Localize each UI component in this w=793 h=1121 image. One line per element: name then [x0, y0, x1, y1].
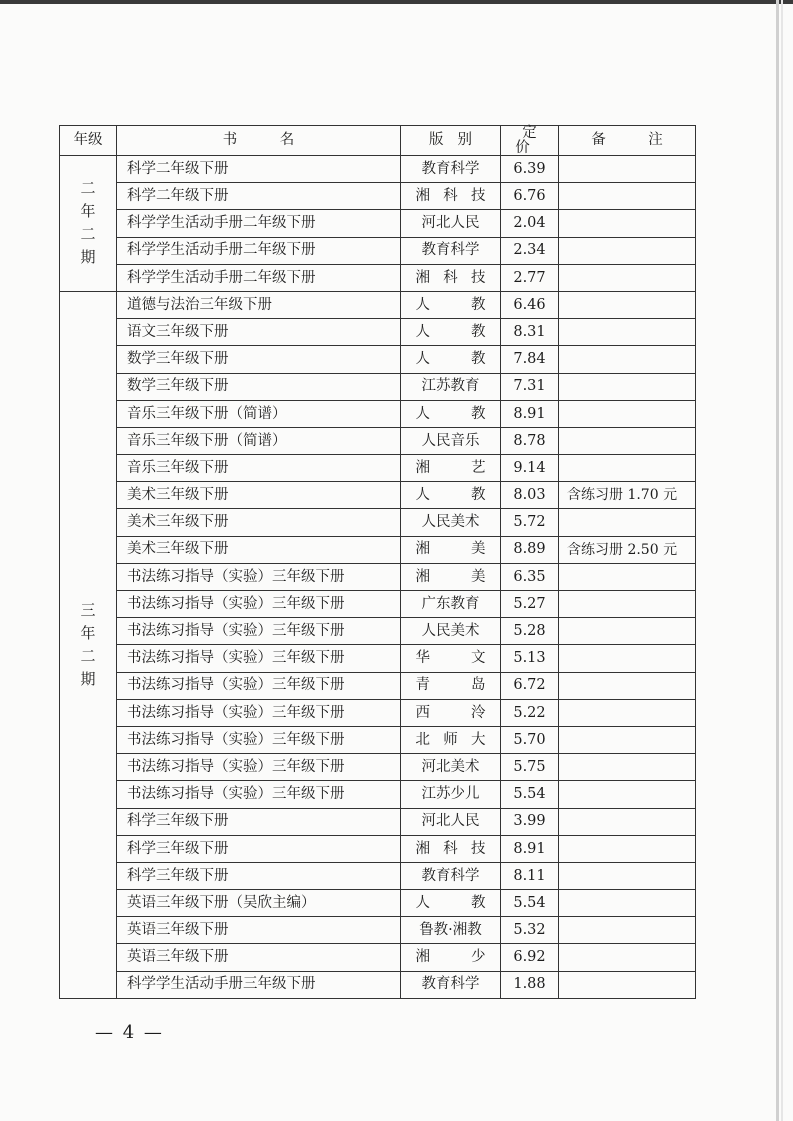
book-title-cell: 美术三年级下册: [117, 509, 401, 536]
publisher-cell: [401, 645, 501, 672]
publisher-cell: [401, 482, 501, 509]
price-cell: 8.91: [501, 835, 559, 862]
book-title-cell: 科学二年级下册: [117, 156, 401, 183]
publisher-cell: [401, 455, 501, 482]
note-cell: [559, 346, 696, 373]
table-row: [60, 536, 696, 563]
price-cell: 9.14: [501, 455, 559, 482]
table-row: [60, 862, 696, 889]
table-row: [60, 591, 696, 618]
publisher-label: 教育科学: [421, 867, 480, 884]
publisher-cell: [401, 156, 501, 183]
note-cell: [559, 917, 696, 944]
publisher-label: 人民美术: [421, 623, 480, 640]
price-cell: 5.32: [501, 917, 559, 944]
price-cell: 8.31: [501, 319, 559, 346]
note-cell: [559, 754, 696, 781]
price-cell: 5.54: [501, 890, 559, 917]
book-title-cell: 美术三年级下册: [117, 536, 401, 563]
price-cell: 8.89: [501, 536, 559, 563]
publisher-cell: [401, 591, 501, 618]
price-cell: 2.77: [501, 264, 559, 291]
book-title-cell: 数学三年级下册: [117, 346, 401, 373]
book-title-cell: 书法练习指导（实验）三年级下册: [117, 699, 401, 726]
price-cell: 5.22: [501, 699, 559, 726]
table-row: [60, 156, 696, 183]
table-row: [60, 754, 696, 781]
publisher-label: 河北人民: [421, 215, 480, 232]
publisher-label: 华文: [415, 650, 486, 667]
publisher-cell: [401, 291, 501, 318]
book-title-cell: 科学学生活动手册三年级下册: [117, 971, 401, 998]
publisher-label: 人民美术: [421, 514, 480, 531]
book-title-cell: 科学三年级下册: [117, 862, 401, 889]
note-cell: [559, 726, 696, 753]
price-cell: 5.54: [501, 781, 559, 808]
publisher-label: 青岛: [415, 677, 486, 694]
publisher-label: 人教: [415, 323, 486, 340]
price-cell: 5.70: [501, 726, 559, 753]
publisher-cell: [401, 346, 501, 373]
table-row: [60, 482, 696, 509]
grade-label: 二年二期: [80, 179, 96, 267]
publisher-label: 江苏教育: [421, 378, 480, 395]
publisher-cell: [401, 699, 501, 726]
price-cell: 6.76: [501, 183, 559, 210]
book-title-cell: 音乐三年级下册（简谱）: [117, 427, 401, 454]
table-row: [60, 373, 696, 400]
publisher-cell: [401, 618, 501, 645]
table-row: [60, 917, 696, 944]
note-cell: [559, 156, 696, 183]
book-title-cell: 书法练习指导（实验）三年级下册: [117, 672, 401, 699]
publisher-cell: [401, 672, 501, 699]
scan-edge-shadow: [781, 0, 783, 1121]
table-row: [60, 971, 696, 998]
publisher-label: 湘科技: [415, 840, 486, 857]
publisher-cell: [401, 264, 501, 291]
price-cell: 3.99: [501, 808, 559, 835]
grade-cell: [60, 291, 117, 998]
table-row: [60, 645, 696, 672]
publisher-label: 湘美: [415, 568, 486, 585]
table-header-row: [60, 126, 696, 156]
note-cell: [559, 971, 696, 998]
price-cell: 5.72: [501, 509, 559, 536]
note-cell: [559, 319, 696, 346]
header-note: 备 注: [559, 126, 696, 156]
note-cell: [559, 890, 696, 917]
book-title-cell: 科学二年级下册: [117, 183, 401, 210]
note-cell: [559, 645, 696, 672]
book-title-cell: 英语三年级下册: [117, 944, 401, 971]
table-row: [60, 264, 696, 291]
note-cell: [559, 427, 696, 454]
table-row: [60, 455, 696, 482]
book-title-cell: 科学学生活动手册二年级下册: [117, 210, 401, 237]
table-row: [60, 183, 696, 210]
price-cell: 1.88: [501, 971, 559, 998]
note-cell: 含练习册 1.70 元: [559, 482, 696, 509]
table-row: [60, 563, 696, 590]
price-cell: 6.39: [501, 156, 559, 183]
note-cell: [559, 210, 696, 237]
publisher-label: 人民音乐: [421, 432, 480, 449]
publisher-label: 广东教育: [421, 595, 480, 612]
book-title-cell: 数学三年级下册: [117, 373, 401, 400]
top-border-line: [0, 0, 793, 4]
publisher-label: 人教: [415, 894, 486, 911]
price-cell: 8.91: [501, 400, 559, 427]
table-row: [60, 835, 696, 862]
header-publisher: 版别: [401, 126, 501, 156]
header-title: 书 名: [117, 126, 401, 156]
table-row: [60, 237, 696, 264]
price-cell: 8.78: [501, 427, 559, 454]
note-cell: [559, 563, 696, 590]
price-cell: 6.46: [501, 291, 559, 318]
book-title-cell: 书法练习指导（实验）三年级下册: [117, 591, 401, 618]
publisher-cell: [401, 400, 501, 427]
book-title-cell: 道德与法治三年级下册: [117, 291, 401, 318]
publisher-label: 教育科学: [421, 976, 480, 993]
table-row: [60, 781, 696, 808]
note-cell: [559, 618, 696, 645]
book-title-cell: 书法练习指导（实验）三年级下册: [117, 645, 401, 672]
table-row: [60, 291, 696, 318]
publisher-cell: [401, 835, 501, 862]
publisher-cell: [401, 971, 501, 998]
publisher-label: 河北美术: [421, 758, 480, 775]
book-title-cell: 英语三年级下册（吴欣主编）: [117, 890, 401, 917]
price-cell: 8.11: [501, 862, 559, 889]
note-cell: [559, 264, 696, 291]
publisher-cell: [401, 509, 501, 536]
table-row: [60, 672, 696, 699]
book-title-cell: 音乐三年级下册: [117, 455, 401, 482]
table-row: [60, 890, 696, 917]
note-cell: [559, 373, 696, 400]
publisher-label: 湘科技: [415, 269, 486, 286]
table-row: [60, 699, 696, 726]
scan-edge: [776, 0, 779, 1121]
publisher-cell: [401, 237, 501, 264]
book-title-cell: 科学学生活动手册二年级下册: [117, 237, 401, 264]
publisher-label: 河北人民: [421, 813, 480, 830]
table-row: [60, 618, 696, 645]
publisher-label: 湘艺: [415, 459, 486, 476]
note-cell: [559, 291, 696, 318]
publisher-label: 教育科学: [421, 160, 480, 177]
price-cell: 2.04: [501, 210, 559, 237]
table-row: [60, 319, 696, 346]
note-cell: 含练习册 2.50 元: [559, 536, 696, 563]
grade-cell: [60, 156, 117, 292]
table-body: [60, 156, 696, 999]
table-row: [60, 427, 696, 454]
publisher-label: 人教: [415, 296, 486, 313]
textbook-price-table: [59, 125, 696, 999]
book-title-cell: 科学学生活动手册二年级下册: [117, 264, 401, 291]
note-cell: [559, 455, 696, 482]
publisher-cell: [401, 373, 501, 400]
note-cell: [559, 591, 696, 618]
note-cell: [559, 699, 696, 726]
table-row: [60, 944, 696, 971]
note-cell: [559, 183, 696, 210]
note-cell: [559, 944, 696, 971]
publisher-cell: [401, 917, 501, 944]
header-price: 定价: [501, 126, 559, 156]
page-number: — 4 —: [95, 1022, 164, 1043]
publisher-label: 教育科学: [421, 242, 480, 259]
table-row: [60, 808, 696, 835]
note-cell: [559, 237, 696, 264]
publisher-label: 鲁教·湘教: [419, 922, 482, 939]
table-row: [60, 400, 696, 427]
book-title-cell: 书法练习指导（实验）三年级下册: [117, 563, 401, 590]
publisher-cell: [401, 563, 501, 590]
publisher-label: 江苏少儿: [421, 786, 480, 803]
note-cell: [559, 808, 696, 835]
publisher-cell: [401, 781, 501, 808]
note-cell: [559, 862, 696, 889]
table-row: [60, 346, 696, 373]
grade-label: 三年二期: [80, 600, 96, 688]
publisher-cell: [401, 183, 501, 210]
publisher-label: 湘科技: [415, 188, 486, 205]
publisher-label: 北师大: [415, 731, 486, 748]
note-cell: [559, 400, 696, 427]
book-title-cell: 书法练习指导（实验）三年级下册: [117, 781, 401, 808]
book-title-cell: 语文三年级下册: [117, 319, 401, 346]
publisher-cell: [401, 210, 501, 237]
note-cell: [559, 509, 696, 536]
publisher-label: 人教: [415, 405, 486, 422]
publisher-cell: [401, 427, 501, 454]
price-cell: 6.35: [501, 563, 559, 590]
price-cell: 7.31: [501, 373, 559, 400]
publisher-cell: [401, 536, 501, 563]
price-cell: 8.03: [501, 482, 559, 509]
price-cell: 5.27: [501, 591, 559, 618]
publisher-label: 西泠: [415, 704, 486, 721]
book-title-cell: 英语三年级下册: [117, 917, 401, 944]
book-title-cell: 书法练习指导（实验）三年级下册: [117, 754, 401, 781]
publisher-cell: [401, 890, 501, 917]
price-cell: 7.84: [501, 346, 559, 373]
publisher-label: 人教: [415, 351, 486, 368]
price-cell: 5.28: [501, 618, 559, 645]
publisher-cell: [401, 944, 501, 971]
book-title-cell: 书法练习指导（实验）三年级下册: [117, 618, 401, 645]
publisher-cell: [401, 726, 501, 753]
price-cell: 5.13: [501, 645, 559, 672]
header-grade: 年级: [60, 126, 117, 156]
note-cell: [559, 835, 696, 862]
table-row: [60, 726, 696, 753]
note-cell: [559, 781, 696, 808]
publisher-label: 湘美: [415, 541, 486, 558]
price-cell: 5.75: [501, 754, 559, 781]
publisher-cell: [401, 862, 501, 889]
publisher-label: 湘少: [415, 949, 486, 966]
book-title-cell: 科学三年级下册: [117, 808, 401, 835]
publisher-label: 人教: [415, 487, 486, 504]
book-title-cell: 书法练习指导（实验）三年级下册: [117, 726, 401, 753]
publisher-cell: [401, 808, 501, 835]
price-cell: 6.72: [501, 672, 559, 699]
note-cell: [559, 672, 696, 699]
publisher-cell: [401, 754, 501, 781]
price-cell: 6.92: [501, 944, 559, 971]
book-title-cell: 科学三年级下册: [117, 835, 401, 862]
price-cell: 2.34: [501, 237, 559, 264]
book-title-cell: 音乐三年级下册（简谱）: [117, 400, 401, 427]
table-row: [60, 210, 696, 237]
publisher-cell: [401, 319, 501, 346]
table-row: [60, 509, 696, 536]
book-title-cell: 美术三年级下册: [117, 482, 401, 509]
